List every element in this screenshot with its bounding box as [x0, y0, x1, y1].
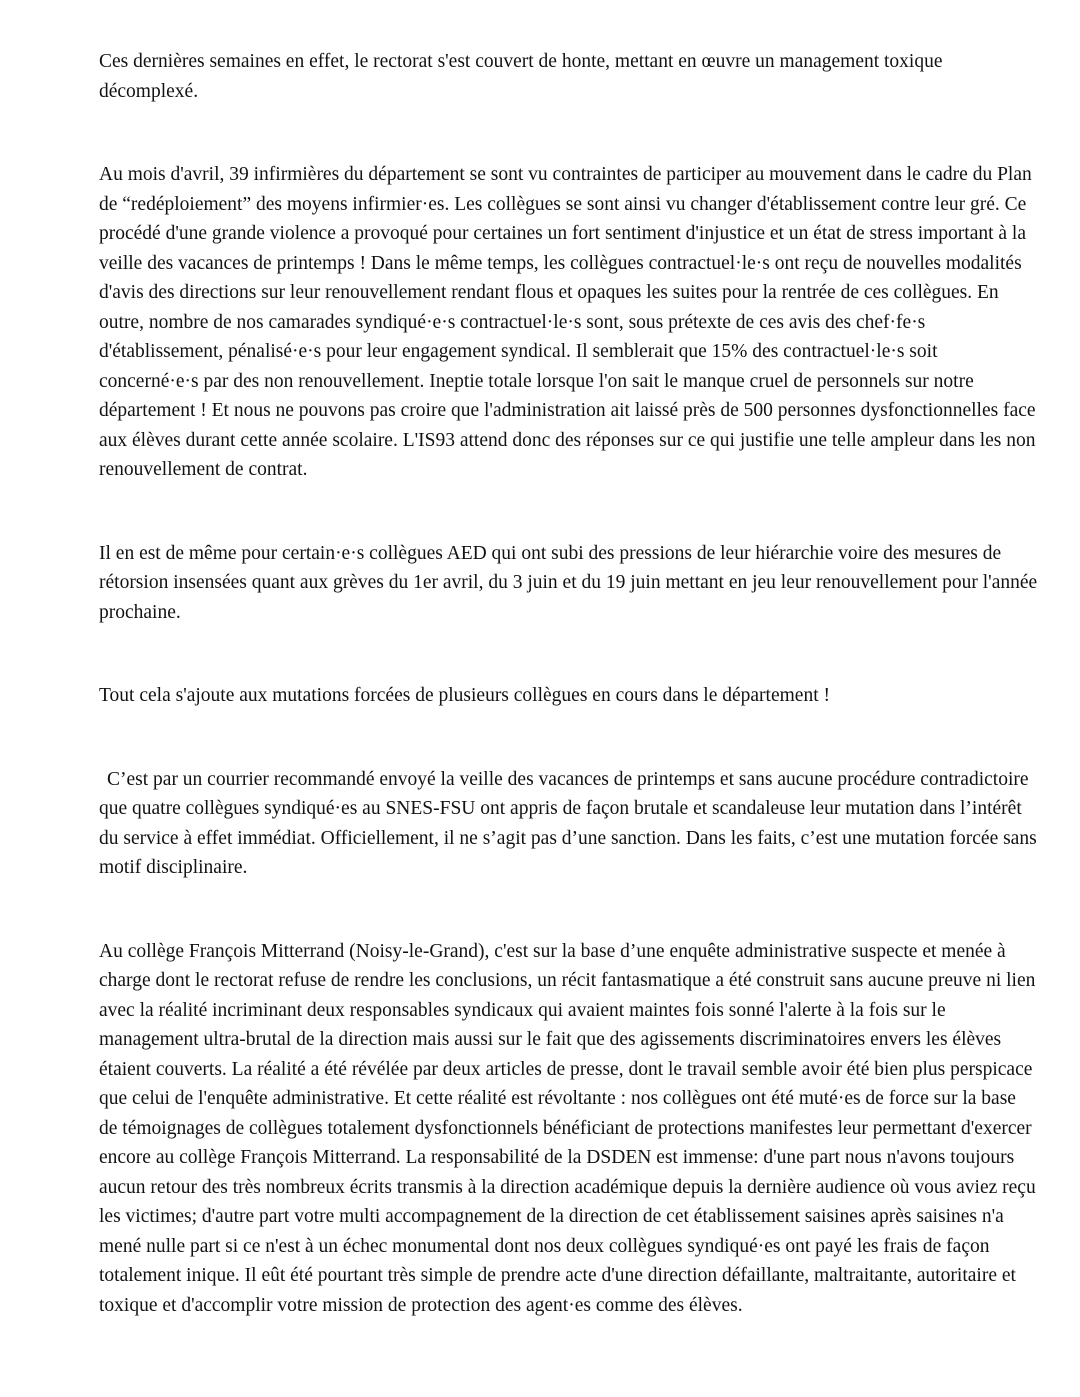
paragraph-intro: Ces dernières semaines en effet, le rectorat s'est couvert de honte, mettant en œuvre un management toxique décomplexé. — [99, 51, 943, 102]
paragraph-infirmieres: Au mois d'avril, 39 infirmières du département se sont vu contraintes de participer au mouvement dans le cadre du Plan de “redéploiement” des moyens infirmier·es. Les collègues se sont ainsi vu changer d'établissement contre leur gré. Ce procédé d'une grande violence a provoqué pour certaines un fort sentiment d'injustice et un état de stress important à la veille des vacances de printemps ! Dans le même temps, les collègues contractuel·le·s ont reçu de nouvelles modalités d'avis des directions sur leur renouvellement rendant flous et opaques les suites pour la rentrée de ces collègues. En outre, nombre de nos camarades syndiqué·e·s contractuel·le·s sont, sous prétexte de ces avis des chef·fe·s d'établissement, pénalisé·e·s pour leur engagement syndical. Il semblerait que 15% des contractuel·le·s soit concerné·e·s par des non renouvellement. Ineptie totale lorsque l'on sait le manque cruel de personnels sur notre département ! Et nous ne pouvons pas croire que l'administration ait laissé près de 500 personnes dysfonctionnelles face aux élèves durant cette année scolaire. L'IS93 attend donc des réponses sur ce qui justifie une telle ampleur dans les non renouvellement de contrat. — [99, 164, 1036, 480]
paragraph-college-mitterrand: Au collège François Mitterrand (Noisy-le-Grand), c'est sur la base d’une enquête administrative suspecte et menée à charge dont le rectorat refuse de rendre les conclusions, un récit fantasmatique a été construit sans aucune preuve ni lien avec la réalité incriminant deux responsables syndicaux qui avaient maintes fois sonné l'alerte à la fois sur le management ultra-brutal de la direction mais aussi sur le fait que des agissements discriminatoires envers les élèves étaient couverts. La réalité a été révélée par deux articles de presse, dont le travail semble avoir été bien plus perspicace que celui de l'enquête administrative. Et cette réalité est révoltante : nos collègues ont été muté·es de force sur la base de témoignages de collègues totalement dysfonctionnels bénéficiant de protections manifestes leur permettant d'exercer encore au collège François Mitterrand. La responsabilité de la DSDEN est immense: d'une part nous n'avons toujours aucun retour des très nombreux écrits transmis à la direction académique depuis la dernière audience où vous aviez reçu les victimes; d'autre part votre multi accompagnement de la direction de cet établissement saisines après saisines n'a mené nulle part si ce n'est à un échec monumental dont nos deux collègues syndiqué·es ont payé les frais de façon totalement inique. Il eût été pourtant très simple de prendre acte d'une direction défaillante, maltraitante, autoritaire et toxique et d'accomplir votre mission de protection des agent·es comme des élèves. — [99, 940, 1036, 1316]
paragraph-courrier-recommande: C’est par un courrier recommandé envoyé la veille des vacances de printemps et sans aucune procédure contradictoire que quatre collègues syndiqué·es au SNES-FSU ont appris de façon brutale et scandaleuse leur mutation dans l’intérêt du service à effet immédiat. Officiellement, il ne s’agit pas d’une sanction. Dans les faits, c’est une mutation forcée sans motif disciplinaire. — [99, 768, 1037, 878]
paragraph-mutations-forcees: Tout cela s'ajoute aux mutations forcées de plusieurs collègues en cours dans le département ! — [99, 685, 830, 706]
paragraph-aed: Il en est de même pour certain·e·s collègues AED qui ont subi des pressions de leur hiérarchie voire des mesures de rétorsion insensées quant aux grèves du 1er avril, du 3 juin et du 19 juin mettant en jeu leur renouvellement pour l'année prochaine. — [99, 542, 1038, 623]
